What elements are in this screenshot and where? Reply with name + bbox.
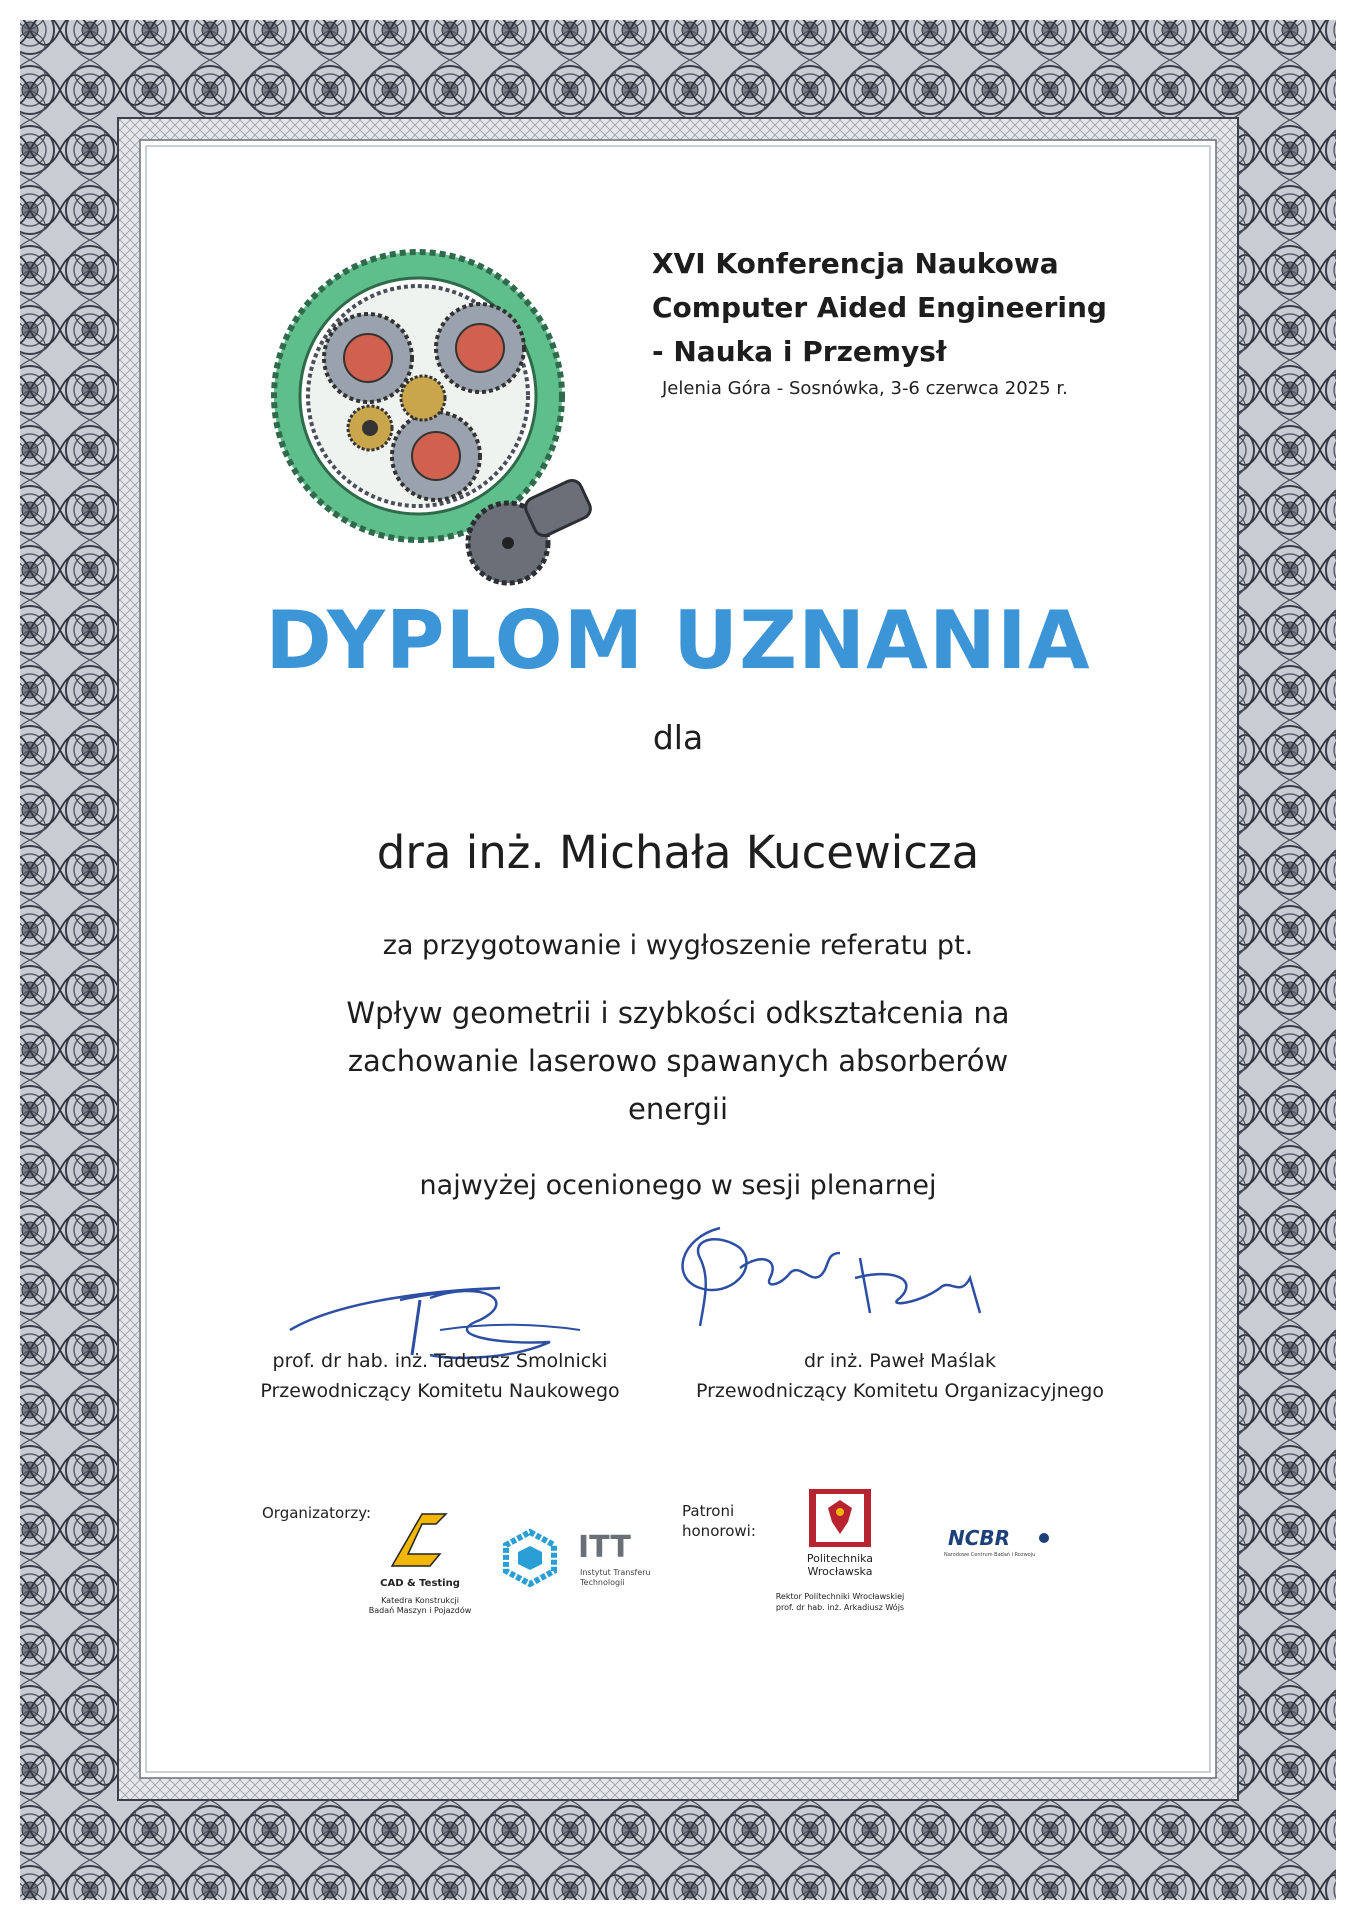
diploma-title: DYPLOM UZNANIA [265, 594, 1091, 687]
signatory-2-role: Przewodniczący Komitetu Organizacyjnego [696, 1380, 1104, 1402]
pwr-name-line1: Politechnika [806, 1552, 874, 1565]
signatory-1-name: prof. dr hab. inż. Tadeusz Smolnicki [272, 1350, 608, 1372]
conference-place-date: Jelenia Góra - Sosnówka, 3-6 czerwca 2025 r. [662, 378, 1068, 399]
paper-title-line2: zachowanie laserowo spawanych absorberów [347, 1044, 1009, 1078]
cad-testing-sub1: Katedra Konstrukcji [381, 1596, 459, 1605]
itt-sub1: Instytut Transferu [580, 1568, 651, 1577]
pwr-sub-line2: prof. dr hab. inż. Arkadiusz Wójs [775, 1603, 905, 1612]
ncbr-sub: Narodowe Centrum Badań i Rozwoju [944, 1552, 1036, 1558]
pwr-sub-line1: Rektor Politechniki Wrocławskiej [775, 1592, 905, 1601]
cad-testing-sub2: Badań Maszyn i Pojazdów [368, 1606, 472, 1615]
conference-name-line1: XVI Konferencja Naukowa [652, 247, 1059, 280]
paper-title-line3: energii [628, 1092, 728, 1126]
conference-name-line2: Computer Aided Engineering [652, 291, 1107, 324]
cad-testing-name: CAD & Testing [380, 1578, 460, 1589]
recipient-name: dra inż. Michała Kucewicza [376, 826, 980, 879]
paper-title-line1: Wpływ geometrii i szybkości odkształcenia na [346, 996, 1010, 1030]
itt-name: ITT [578, 1530, 631, 1565]
organizers-label: Organizatorzy: [262, 1504, 372, 1522]
ncbr-name: NCBR [948, 1526, 1011, 1550]
award-reason: za przygotowanie i wygłoszenie referatu pt. [382, 930, 974, 961]
for-word: dla [652, 718, 704, 757]
patrons-label-line2: honorowi: [682, 1522, 756, 1540]
signatory-1-role: Przewodniczący Komitetu Naukowego [260, 1380, 620, 1402]
politechnika-wroclawska-emblem [808, 1488, 872, 1548]
itt-sub2: Technologii [580, 1578, 625, 1587]
ncbr-dot-icon [1038, 1532, 1050, 1544]
signature-maslak [660, 1208, 1020, 1338]
signatory-2-name: dr inż. Paweł Maślak [803, 1350, 997, 1372]
itt-logo-icon [500, 1528, 560, 1588]
distinction-text: najwyżej ocenionego w sesji plenarnej [419, 1170, 937, 1201]
cad-testing-logo [388, 1510, 448, 1570]
planetary-gear-illustration [258, 248, 638, 588]
patrons-label-line1: Patroni [682, 1502, 735, 1520]
pwr-name-line2: Wrocławska [807, 1565, 873, 1578]
conference-name-line3: - Nauka i Przemysł [652, 335, 947, 368]
